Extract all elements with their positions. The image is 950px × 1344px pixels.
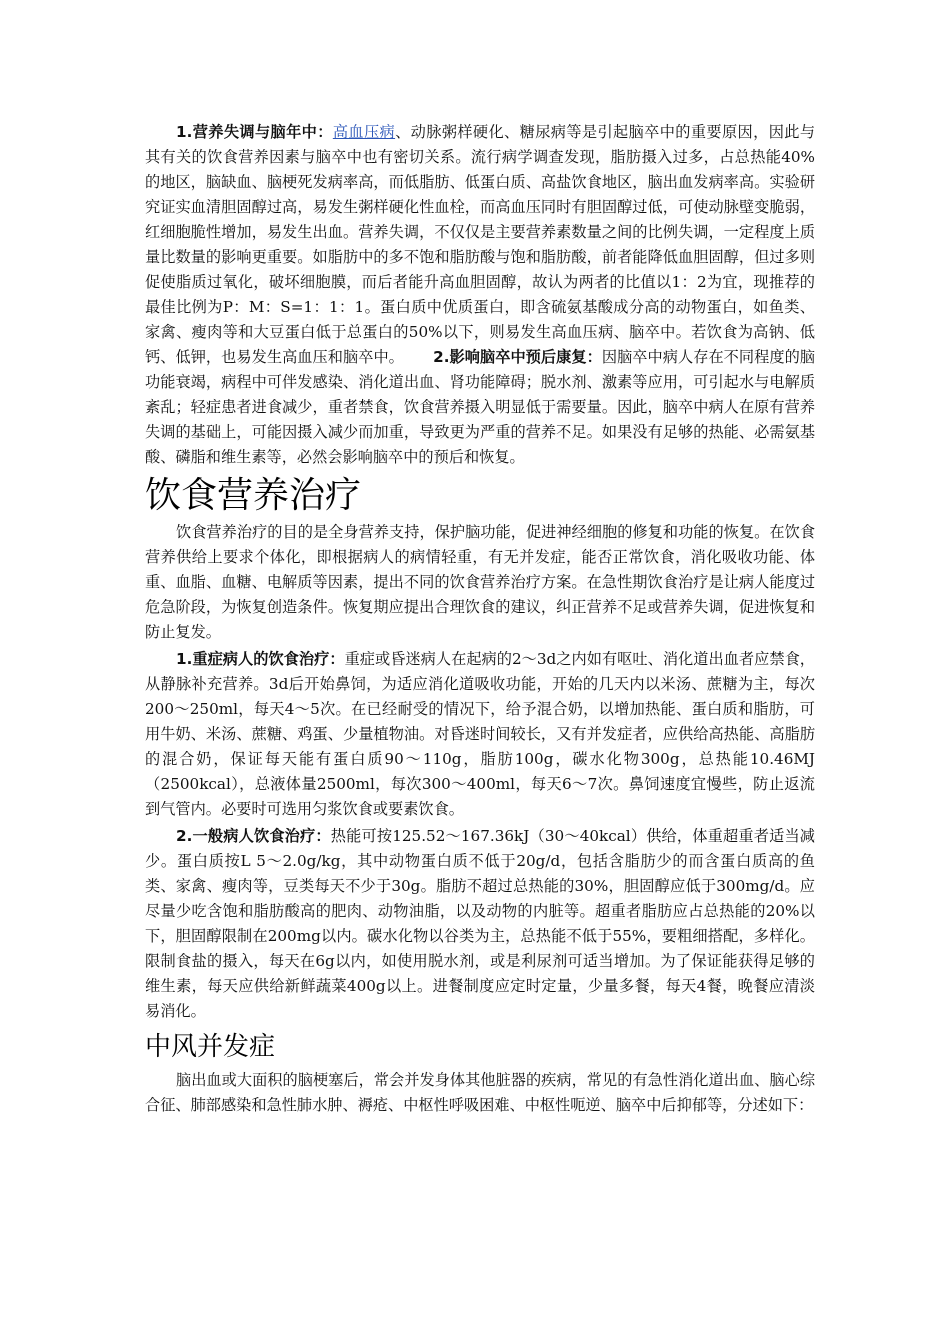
prognosis-text: 因脑卒中病人存在不同程度的脑功能衰竭，病程中可伴发感染、消化道出血、肾功能障碍；脱水剂、激素等应用，可引起水与电解质紊乱；轻症患者进食减少，重者禁食，饮食营养摄入明显低于需要量。因此，脑卒中病人在原有营养失调的基础上，可能因摄入减少而加重，导致更为严重的营养不足。如果没有足够的热能、必需氨基酸、磷脂和维生素等，必然会影响脑卒中的预后和恢复。 bbox=[145, 348, 816, 466]
general-patients-text: 热能可按125.52～167.36kJ（30～40kcal）供给，体重超重者适当减少。蛋白质按L 5～2.0g/kg，其中动物蛋白质不低于20g/d，包括含脂肪少的而含蛋白质高的鱼类、家禽、瘦肉等，豆类每天不少于30g。脂肪不超过总热能的30%，胆固醇应低于300mg/d。应尽量少吃含饱和脂肪酸高的肥肉、动物油脂，以及动物的内脏等。超重者脂肪应占总热能的20%以下，胆固醇限制在200mg以内。碳水化物以谷类为主，总热能不低于55%，要粗细搭配，多样化。限制食盐的摄入，每天在6g以内，如使用脱水剂，或是利尿剂可适当增加。为了保证能获得足够的维生素，每天应供给新鲜蔬菜400g以上。进餐制度应定时定量，少量多餐，每天4餐，晚餐应清淡易消化。 bbox=[145, 827, 815, 1020]
paragraph-diet-intro: 饮食营养治疗的目的是全身营养支持，保护脑功能，促进神经细胞的修复和功能的恢复。在饮食营养供给上要求个体化，即根据病人的病情轻重，有无并发症，能否正常饮食，消化吸收功能、体重、血脂、血糖、电解质等因素，提出不同的饮食营养治疗方案。在急性期饮食治疗是让病人能度过危急阶段，为恢复创造条件。恢复期应提出合理饮食的建议，纠正营养不足或营养失调，促进恢复和防止复发。 bbox=[145, 523, 815, 641]
severe-patients-text: 重症或昏迷病人在起病的2～3d之内如有呕吐、消化道出血者应禁食，从静脉补充营养。3d后开始鼻饲，为适应消化道吸收功能，开始的几天内以米汤、蔗糖为主，每次200～250ml，每天4～5次。在已经耐受的情况下，给予混合奶，以增加热能、蛋白质和脂肪，可用牛奶、米汤、蔗糖、鸡蛋、少量植物油。对昏迷时间较长，又有并发症者，应供给高热能、高脂肪的混合奶，保证每天能有蛋白质90～110g，脂肪100g，碳水化物300g，总热能10.46MJ（2500kcal），总液体量2500ml，每次300～400ml，每天6～7次。鼻饲速度宜慢些，防止返流到气管内。必要时可选用匀浆饮食或要素饮食。 bbox=[145, 650, 815, 818]
paragraph-severe-patients bbox=[145, 647, 815, 822]
heading-severe-patients: 1.重症病人的饮食治疗： bbox=[176, 650, 345, 668]
heading-prognosis: 2.影响脑卒中预后康复： bbox=[433, 348, 602, 366]
title-complications: 中风并发症 bbox=[145, 1032, 276, 1062]
paragraph-malnutrition bbox=[145, 120, 815, 470]
document-page bbox=[145, 120, 815, 1118]
heading-general-patients: 2.一般病人饮食治疗： bbox=[176, 827, 331, 845]
malnutrition-text: 、动脉粥样硬化、糖尿病等是引起脑卒中的重要原因，因此与其有关的饮食营养因素与脑卒中也有密切关系。流行病学调查发现，脂肪摄入过多，占总热能40%的地区，脑缺血、脑梗死发病率高，而低脂肪、低蛋白质、高盐饮食地区，脑出血发病率高。实验研究证实血清胆固醇过高，易发生粥样硬化性血栓，而高血压同时有胆固醇过低，可使动脉壁变脆弱，红细胞脆性增加，易发生出血。营养失调，不仅仅是主要营养素数量之间的比例失调，一定程度上质量比数量的影响更重要。如脂肪中的多不饱和脂肪酸与饱和脂肪酸，前者能降低血胆固醇，但过多则促使脂质过氧化，破坏细胞膜，而后者能升高血胆固醇，故认为两者的比值以1：2为宜，现推荐的最佳比例为P：M：S=1：1：1。蛋白质中优质蛋白，即含硫氨基酸成分高的动物蛋白，如鱼类、家禽、瘦肉等和大豆蛋白低于总蛋白的50%以下，则易发生高血压病、脑卒中。若饮食为高钠、低钙、低钾，也易发生高血压和脑卒中。 bbox=[145, 123, 816, 366]
title-diet-therapy: 饮食营养治疗 bbox=[145, 475, 362, 516]
hypertension-link[interactable]: 高血压病 bbox=[332, 123, 396, 141]
heading-malnutrition: 1.营养失调与脑年中： bbox=[176, 123, 333, 141]
paragraph-general-patients bbox=[145, 824, 815, 1024]
paragraph-complications-intro: 脑出血或大面积的脑梗塞后，常会并发身体其他脏器的疾病，常见的有急性消化道出血、脑心综合征、肺部感染和急性肺水肿、褥疮、中枢性呼吸困难、中枢性呃逆、脑卒中后抑郁等，分述如下： bbox=[145, 1071, 815, 1114]
